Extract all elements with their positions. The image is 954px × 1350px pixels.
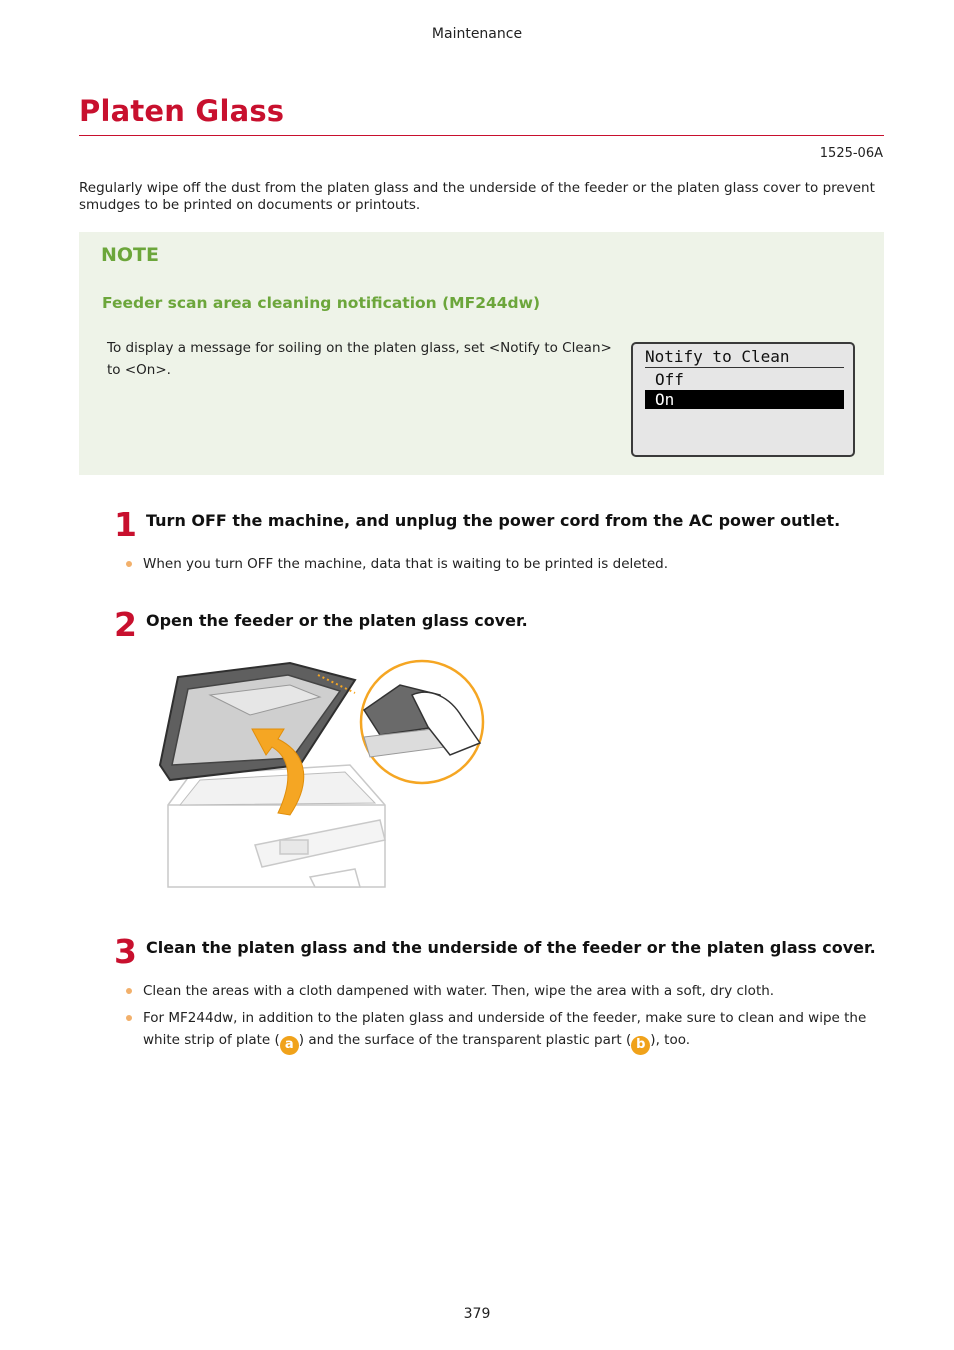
- bullet-dot: [126, 988, 132, 994]
- step-1-number: 1: [114, 505, 137, 544]
- lcd-option-on-label: On: [655, 390, 675, 409]
- badge-b-icon: b: [631, 1036, 650, 1055]
- step-3-bullet-2-part-a: white strip of plate (: [143, 1032, 280, 1048]
- document-id: 1525-06A: [819, 146, 883, 161]
- step-3-bullet-2-line2: [143, 1029, 884, 1055]
- step-1-text: Turn OFF the machine, and unplug the power cord from the AC power outlet.: [146, 511, 841, 530]
- title-divider: [79, 135, 884, 136]
- lcd-screen-image: [631, 342, 855, 457]
- bullet-dot: [126, 1015, 132, 1021]
- page-number: 379: [463, 1306, 491, 1322]
- page-title: Platen Glass: [79, 94, 285, 128]
- lcd-option-off: Off: [655, 370, 684, 389]
- step-3-bullet-2-part-b: ) and the surface of the transparent plastic part (: [298, 1032, 632, 1048]
- step-3-bullet-2-part-c: ), too.: [650, 1032, 691, 1048]
- step-1-bullet-1: When you turn OFF the machine, data that is waiting to be printed is deleted.: [143, 556, 669, 572]
- lcd-divider: [645, 367, 844, 368]
- step-3-number: 3: [114, 932, 137, 971]
- lcd-option-on-selected: [645, 390, 844, 409]
- note-subtitle: Feeder scan area cleaning notification (MF244dw): [102, 294, 541, 312]
- printer-illustration: [150, 655, 490, 895]
- bullet-dot: [126, 561, 132, 567]
- step-3-text: Clean the platen glass and the underside of the feeder or the platen glass cover.: [146, 938, 876, 957]
- badge-a-icon: a: [280, 1036, 299, 1055]
- note-text: To display a message for soiling on the platen glass, set <Notify to Clean> to <On>.: [107, 340, 612, 378]
- feeder-cover: [160, 663, 355, 780]
- lcd-title: Notify to Clean: [645, 347, 790, 366]
- step-3-bullet-2: [143, 1007, 884, 1055]
- step-3-bullet-1: Clean the areas with a cloth dampened with water. Then, wipe the area with a soft, dry cloth.: [143, 983, 775, 999]
- step-2-number: 2: [114, 605, 137, 644]
- zoom-detail: [361, 661, 483, 783]
- step-2-text: Open the feeder or the platen glass cover.: [146, 611, 528, 630]
- note-label: NOTE: [101, 244, 159, 266]
- page-header: Maintenance: [431, 26, 523, 42]
- step-3-bullet-2-line1: For MF244dw, in addition to the platen glass and underside of the feeder, make sure to clean and wipe the: [143, 1010, 867, 1026]
- intro-paragraph: Regularly wipe off the dust from the platen glass and the underside of the feeder or the platen glass cover to prevent smudges to be printed on documents or printouts.: [79, 180, 875, 213]
